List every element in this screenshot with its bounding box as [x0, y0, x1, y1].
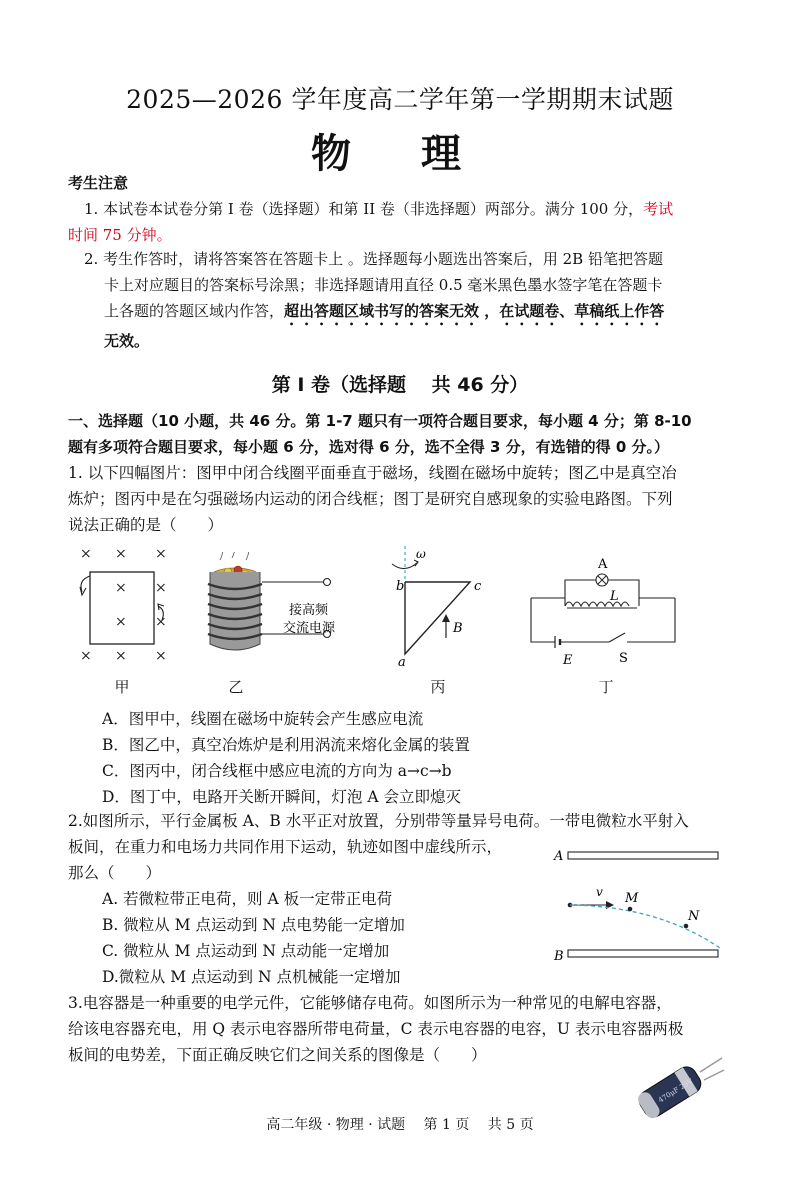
svg-text:×: × — [155, 614, 167, 630]
field-cross: × — [80, 546, 92, 562]
q1-line1: 1. 以下四幅图片：图甲中闭合线圈平面垂直于磁场，线圈在磁场中旋转；图乙中是真空冶 — [68, 464, 677, 482]
notice-invalid-answer-2: 在试题卷、草稿纸上作答 — [499, 302, 665, 320]
vertex-c: c — [474, 579, 482, 594]
notice-item-1-text: 1. 本试卷本试卷分第 I 卷（选择题）和第 II 卷（非选择题）两部分。满分 100 分， — [84, 200, 644, 218]
notice-item-2-line3 — [104, 298, 664, 329]
q1-option-b: B．图乙中，真空冶炼炉是利用涡流来熔化金属的装置 — [102, 736, 470, 754]
figure-q2-plates — [548, 846, 728, 970]
figure-bing — [370, 542, 500, 670]
q1-line2: 炼炉；图丙中是在匀强磁场内运动的闭合线框；图丁是研究自感现象的实验电路图。下列 — [68, 490, 673, 508]
fig-yi-text-1: 接高频 — [289, 603, 329, 618]
caption-ding: 丁 — [598, 678, 614, 696]
figure-jia — [66, 540, 186, 670]
caption-jia: 甲 — [114, 678, 130, 696]
point-M — [628, 907, 633, 912]
field-B-label: B — [453, 621, 463, 636]
exam-title: 2025—2026 学年度高二学年第一学期期末试题 — [126, 85, 674, 114]
q3-line1: 3.电容器是一种重要的电学元件，它能够储存电荷。如图所示为一种常见的电解电容器， — [68, 994, 672, 1012]
svg-text:×: × — [115, 648, 127, 664]
plate-A-label: A — [554, 849, 564, 864]
notice-item-2-line1: 2. 考生作答时，请将答案答在答题卡上 。选择题每小题选出答案后，用 2B 铅笔把答题 — [84, 250, 663, 268]
q2-line3: 那么（ ） — [68, 864, 162, 882]
q1-option-d: D．图丁中，电路开关断开瞬间，灯泡 A 会立即熄灭 — [102, 788, 461, 806]
capacitor-image — [626, 1052, 726, 1122]
figure-yi — [200, 552, 350, 672]
switch-icon — [609, 633, 625, 642]
notice-item-1 — [84, 196, 744, 222]
q2-option-d: D.微粒从 M 点运动到 N 点机械能一定增加 — [102, 968, 401, 986]
velocity-label: v — [596, 885, 603, 899]
svg-text:×: × — [155, 580, 167, 596]
switch-label: S — [619, 651, 628, 666]
q2-option-b: B. 微粒从 M 点运动到 N 点电势能一定增加 — [102, 916, 405, 934]
subject-title: 物 理 — [311, 130, 489, 177]
q3-line2: 给该电容器充电，用 Q 表示电容器所带电荷量，C 表示电容器的电容，U 表示电容器两极 — [68, 1020, 684, 1038]
svg-text:×: × — [115, 546, 127, 562]
b-field-arrow-icon — [442, 614, 450, 622]
part-instructions-line2: 题有多项符合题目要求，每小题 6 分，选对得 6 分，选不全得 3 分，有选错的得 0 分。） — [68, 438, 670, 456]
svg-text:×: × — [115, 580, 127, 596]
q2-line1: 2.如图所示，平行金属板 A、B 水平正对放置，分别带等量异号电荷。一带电微粒水平射入 — [68, 812, 689, 830]
point-N-label: N — [688, 909, 700, 924]
point-N — [684, 924, 689, 929]
plate-B — [568, 950, 718, 957]
notice-item-1-red-b: 时间 75 分钟。 — [68, 226, 172, 244]
omega-label: ω — [416, 547, 426, 561]
battery-label: E — [563, 653, 573, 668]
vertex-a: a — [398, 655, 406, 670]
caption-yi: 乙 — [228, 678, 244, 696]
caption-bing: 丙 — [430, 678, 446, 696]
svg-text:×: × — [155, 546, 167, 562]
q2-line2: 板间，在重力和电场力共同作用下运动，轨迹如图中虚线所示， — [68, 838, 503, 856]
inductor-label: L — [610, 589, 619, 604]
vertex-b: b — [396, 579, 405, 594]
point-M-label: M — [625, 891, 639, 906]
svg-text:×: × — [80, 648, 92, 664]
notice-item-2-line4: 无效。 — [104, 332, 150, 350]
inductor-icon — [565, 602, 629, 606]
triangle-frame — [405, 582, 470, 654]
part-instructions — [68, 408, 738, 460]
section-title: 第 I 卷（选择题 共 46 分） — [271, 374, 529, 396]
plate-A — [568, 852, 718, 859]
q1-option-c: C．图丙中，闭合线框中感应电流的方向为 a→c→b — [102, 762, 452, 780]
figure-ding — [525, 556, 685, 668]
notice-heading: 考生注意 — [68, 174, 129, 192]
part-instructions-line1: 一、选择题（10 小题，共 46 分。第 1-7 题只有一项符合题目要求，每小题 4 分；第 8-10 — [68, 412, 692, 430]
q3-line3: 板间的电势差，下面正确反映它们之间关系的图像是（ ） — [68, 1046, 487, 1064]
notice-sep: ， — [479, 302, 500, 320]
notice-item-2-line3-a: 上各题的答题区域内作答， — [104, 302, 285, 320]
terminal-icon — [324, 579, 331, 586]
notice-invalid-answer-1: 超出答题区域书写的答案无效 — [284, 302, 480, 320]
notice-item-2-line2: 卡上对应题目的答案标号涂黑；非选择题请用直径 0.5 毫米黑色墨水签字笔在答题卡 — [104, 276, 663, 294]
lamp-label: A — [598, 557, 608, 572]
q2-option-a: A. 若微粒带正电荷，则 A 板一定带正电荷 — [102, 890, 393, 908]
notice-item-1-red-a: 考试 — [643, 200, 674, 218]
svg-text:×: × — [155, 648, 167, 664]
q1-option-a: A．图甲中，线圈在磁场中旋转会产生感应电流 — [102, 710, 424, 728]
plate-B-label: B — [554, 949, 564, 964]
page-footer: 高二年级 · 物理 · 试题 第 1 页 共 5 页 — [266, 1117, 534, 1133]
q2-option-c: C. 微粒从 M 点运动到 N 点动能一定增加 — [102, 942, 390, 960]
fig-yi-text-2: 交流电源 — [283, 621, 336, 636]
capacitor-label: 470μF 25V — [657, 1077, 695, 1105]
svg-text:×: × — [115, 614, 127, 630]
q1-line3: 说法正确的是（ ） — [68, 516, 224, 534]
question-1-stem — [68, 460, 738, 538]
